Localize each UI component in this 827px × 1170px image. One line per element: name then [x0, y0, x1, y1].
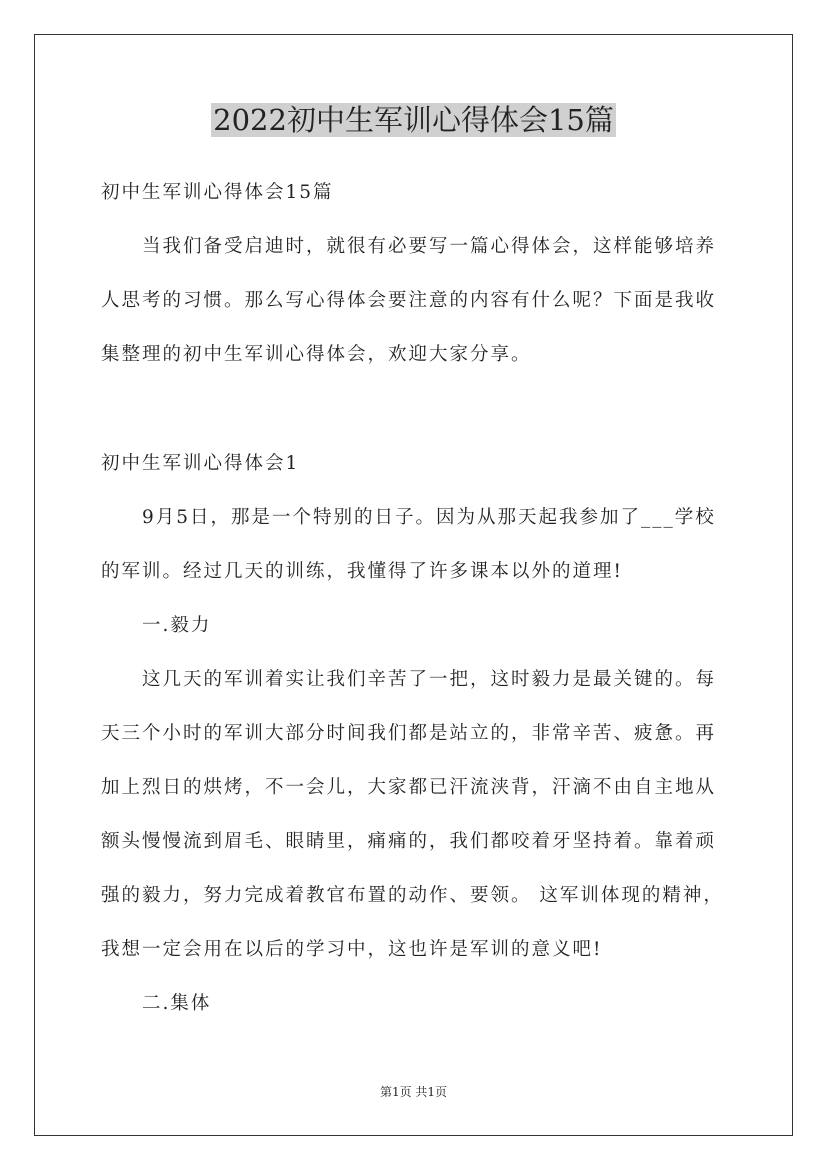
- intro-line-2: 人思考的习惯。那么写心得体会要注意的内容有什么呢？下面是我收: [101, 290, 717, 311]
- paragraph-2-line-1: 这几天的军训着实让我们辛苦了一把，这时毅力是最关键的。每: [142, 669, 717, 690]
- intro-line-3: 集整理的初中生军训心得体会，欢迎大家分享。: [101, 344, 532, 365]
- paragraph-2-line-3: 加上烈日的烘烤，不一会儿，大家都已汗流浃背，汗滴不由自主地从: [101, 777, 717, 798]
- paragraph-1-line-2: 的军训。经过几天的训练，我懂得了许多课本以外的道理!: [101, 561, 623, 582]
- point-heading-1: 一.毅力: [142, 615, 212, 636]
- paragraph-2-line-6: 我想一定会用在以后的学习中，这也许是军训的意义吧!: [101, 939, 603, 960]
- paragraph-2-line-5: 强的毅力，努力完成着教官布置的动作、要领。 这军训体现的精神，: [101, 885, 724, 906]
- point-heading-2: 二.集体: [142, 993, 212, 1014]
- paragraph-1-line-1: 9月5日，那是一个特别的日子。因为从那天起我参加了___学校: [142, 507, 716, 528]
- paragraph-2-line-4: 额头慢慢流到眉毛、眼睛里，痛痛的，我们都咬着牙坚持着。靠着顽: [101, 831, 717, 852]
- page-footer: 第1页 共1页: [379, 1085, 448, 1099]
- document-title: [0, 98, 827, 142]
- paragraph-2-line-2: 天三个小时的军训大部分时间我们都是站立的，非常辛苦、疲惫。再: [101, 723, 717, 744]
- document-title-text: 2022初中生军训心得体会15篇: [213, 103, 614, 137]
- document-subtitle: 初中生军训心得体会15篇: [101, 182, 334, 203]
- intro-line-1: 当我们备受启迪时，就很有必要写一篇心得体会，这样能够培养: [142, 236, 717, 257]
- section-heading: 初中生军训心得体会1: [101, 453, 300, 474]
